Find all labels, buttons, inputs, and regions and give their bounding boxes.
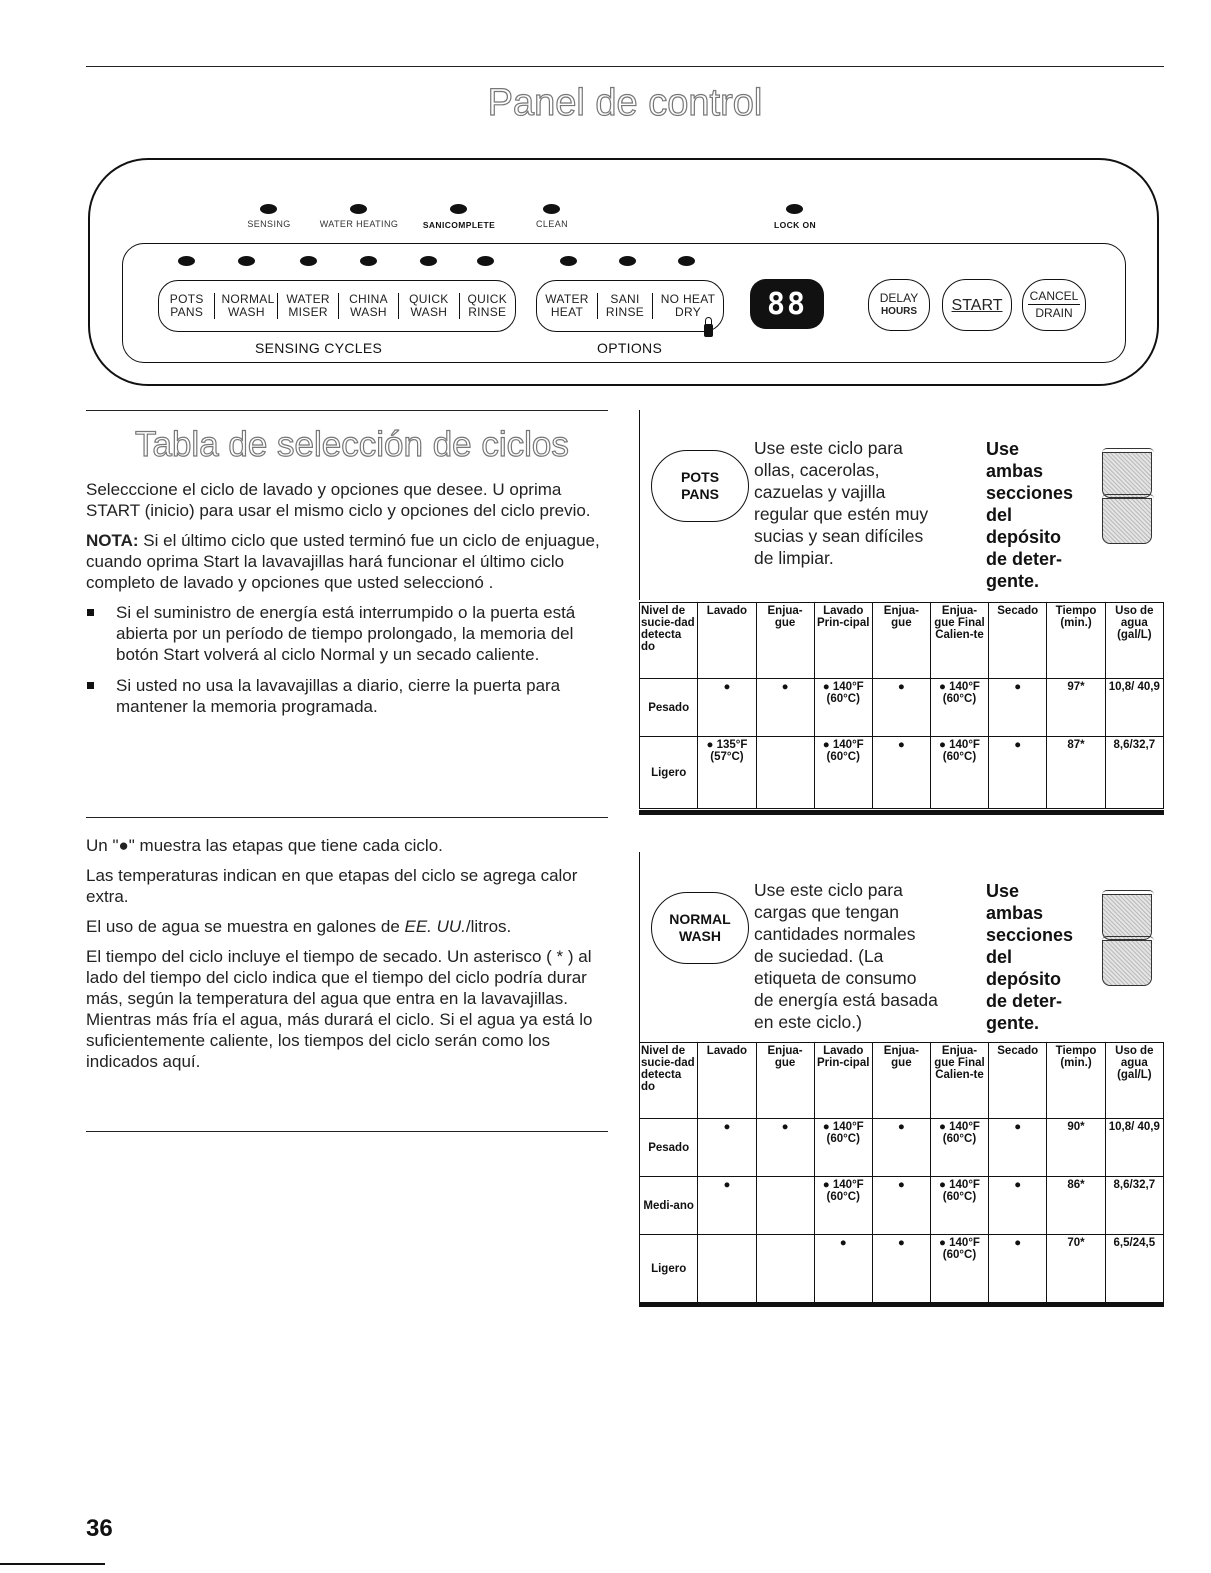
table-row: Ligero ● 135°F (57°C) ● 140°F (60°C) ● ● 140°F (60°C) ● 87* 8,6/32,7: [640, 737, 1164, 809]
detergent-note: Use ambas secciones del depósito de deter- gente.: [986, 881, 1074, 1033]
dot-note: Un "●" muestra las etapas que tiene cada ciclo.: [86, 836, 443, 855]
detergent-note: Use ambas secciones del depósito de deter- gente.: [986, 439, 1074, 591]
detergent-cup-icon: [1102, 498, 1152, 544]
water-heating-led: [350, 204, 367, 214]
table-bottom-rule: [639, 810, 1164, 815]
detergent-cup-icon: [1102, 894, 1152, 940]
nota-text: Si el último ciclo que usted terminó fue un ciclo de enjuague, cuando oprima Start la lavavajillas hará funcionar el último ciclo completo de lavado y opciones que usted seleccionó .: [86, 531, 600, 592]
table-bottom-rule: [639, 1302, 1164, 1307]
lock-icon: [704, 324, 713, 337]
hours-label: HOURS: [880, 306, 918, 317]
nota-label: NOTA:: [86, 531, 139, 550]
water-note: El uso de agua se muestra en galones de EE. UU./litros.: [86, 917, 512, 936]
nota-paragraph: [86, 530, 608, 593]
normal-wash-led: [238, 256, 255, 266]
table-row: Pesado ● ● ● 140°F (60°C) ● ● 140°F (60°C) ● 90* 10,8/ 40,9: [640, 1119, 1164, 1177]
quick-rinse-button[interactable]: QUICK RINSE: [467, 292, 508, 319]
indicator-label: LOCK ON: [774, 220, 816, 230]
pots-pans-button[interactable]: POTS PANS: [159, 293, 215, 319]
delay-hours-button[interactable]: [868, 279, 930, 331]
sensing-cycle-buttons: [158, 280, 516, 332]
drain-label: DRAIN: [1035, 306, 1073, 320]
cycle-vline: [639, 410, 640, 600]
bullet-item: Si el suministro de energía está interrumpido o la puerta está abierta por un período de tiempo prolongado, la memoria del botón Start volverá al ciclo Normal y un secado caliente.: [86, 602, 608, 665]
water-heat-button[interactable]: WATER HEAT: [537, 293, 598, 319]
footer-rule: [0, 1563, 105, 1565]
water-miser-button[interactable]: WATER MISER: [278, 293, 338, 319]
cancel-label: CANCEL: [1029, 289, 1079, 303]
water-miser-led: [300, 256, 317, 266]
quick-wash-led: [420, 256, 437, 266]
notes-rule-top: [86, 817, 608, 818]
quick-rinse-led: [477, 256, 494, 266]
option-buttons: [536, 280, 724, 332]
delay-label: DELAY: [879, 291, 919, 305]
section-rule: [86, 410, 608, 411]
cycle-pots-pans: [639, 410, 1164, 820]
bullet-square-icon: [87, 609, 94, 616]
lock-on-led: [786, 204, 803, 214]
indicator-label: SENSING: [247, 219, 291, 229]
temps-note: Las temperaturas indican en que etapas del ciclo se agrega calor extra.: [86, 866, 578, 906]
notes-rule-bottom: [86, 1131, 608, 1132]
no-heat-dry-button[interactable]: NO HEAT DRY: [660, 292, 716, 319]
cycle-normal-wash: [639, 852, 1164, 1312]
options-label: OPTIONS: [597, 340, 663, 356]
cycle-table: [639, 602, 1164, 809]
sanicomplete-led: [450, 204, 467, 214]
normal-wash-button[interactable]: NORMAL WASH: [215, 293, 278, 319]
bullet-square-icon: [87, 682, 94, 689]
start-label: START: [951, 296, 1003, 314]
page-number: 36: [86, 1515, 113, 1542]
table-header-row: Nivel de sucie-dad detecta do Lavado Enjua-gue Lavado Prin-cipal Enjua-gue Enjua-gue Final Calien-te Secado Tiempo (min.) Uso de agua (gal/L): [640, 603, 1164, 679]
cycle-vline: [639, 852, 640, 1042]
no-heat-dry-led: [678, 256, 695, 266]
detergent-cup-icon: [1102, 452, 1152, 498]
notes-block: [86, 835, 608, 1081]
clean-led: [543, 204, 560, 214]
time-note: El tiempo del ciclo incluye el tiempo de secado. Un asterisco ( * ) al lado del tiempo del ciclo indica que el tiempo del ciclo podría durar más, según la temperatura del agua que entra en la lavavajillas. Mientras más fría el agua, más durará el ciclo. Si el agua ya está lo suficientemente caliente, los tiempos del ciclo serán como los indicados aquí.: [86, 947, 593, 1071]
china-wash-button[interactable]: CHINA WASH: [339, 293, 399, 319]
quick-wash-button[interactable]: QUICK WASH: [399, 293, 459, 319]
lock-shackle-icon: [705, 317, 712, 325]
indicator-label: CLEAN: [535, 219, 569, 229]
cycle-description: Use este ciclo para ollas, cacerolas, cazuelas y vajilla regular que estén muy sucias y sean difíciles de limpiar.: [754, 438, 929, 568]
pots-pans-cycle-button: POTS PANS: [651, 450, 749, 522]
cycle-table: [639, 1042, 1164, 1303]
water-heat-led: [560, 256, 577, 266]
top-rule: [86, 66, 1164, 67]
cancel-drain-button[interactable]: [1022, 279, 1086, 331]
section-title: Tabla de selección de ciclos: [135, 425, 569, 464]
indicator-label: SANICOMPLETE: [422, 220, 496, 230]
bullet-item: Si usted no usa la lavavajillas a diario, cierre la puerta para mantener la memoria programada.: [86, 675, 608, 717]
table-row: Pesado ● ● ● 140°F (60°C) ● ● 140°F (60°C) ● 97* 10,8/ 40,9: [640, 679, 1164, 737]
sani-rinse-led: [619, 256, 636, 266]
intro-block: [86, 479, 608, 727]
detergent-cup-icon: [1102, 940, 1152, 986]
sensing-cycles-label: SENSING CYCLES: [255, 340, 383, 356]
china-wash-led: [360, 256, 377, 266]
normal-wash-cycle-button: NORMAL WASH: [651, 892, 749, 964]
cycle-description: Use este ciclo para cargas que tengan cantidades normales de suciedad. (La etiqueta de consumo de energía está basada en este ciclo.): [754, 880, 938, 1032]
sani-rinse-button[interactable]: SANI RINSE: [598, 293, 653, 319]
indicator-label: WATER HEATING: [319, 219, 399, 229]
table-row: Medi-ano ● ● 140°F (60°C) ● ● 140°F (60°C) ● 86* 8,6/32,7: [640, 1177, 1164, 1235]
table-header-row: Nivel de sucie-dad detecta do Lavado Enjua-gue Lavado Prin-cipal Enjua-gue Enjua-gue Final Calien-te Secado Tiempo (min.) Uso de agua (gal/L): [640, 1043, 1164, 1119]
intro-paragraph: Selecccione el ciclo de lavado y opciones que desee. U oprima START (inicio) para usar el mismo ciclo y opciones del ciclo previo.: [86, 480, 591, 520]
page-title: Panel de control: [487, 82, 763, 124]
table-row: Ligero ● ● ● 140°F (60°C) ● 70* 6,5/24,5: [640, 1235, 1164, 1303]
sensing-led: [260, 204, 277, 214]
start-button[interactable]: [942, 279, 1012, 331]
time-display: 88: [750, 279, 824, 329]
pots-pans-led: [178, 256, 195, 266]
